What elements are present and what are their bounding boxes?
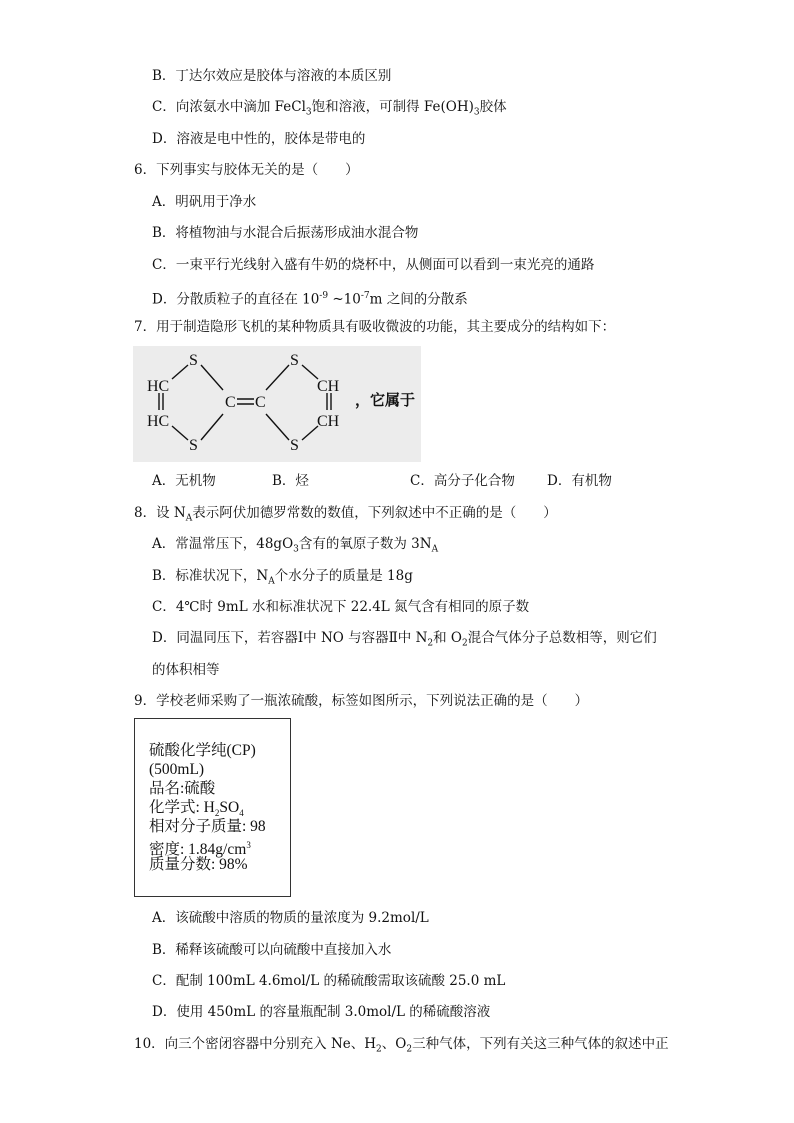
atom-s-bottom-right: S	[290, 437, 299, 454]
bond-s-c-top-left	[201, 365, 223, 390]
q5-option-d: D．溶液是电中性的，胶体是带电的	[152, 131, 366, 147]
q6-option-b: B．将植物油与水混合后振荡形成油水混合物	[152, 225, 419, 241]
label-line-volume: (500mL)	[149, 761, 205, 778]
q8-stem: 8．设 $N_A$表示阿伏加德罗常数的数值，下列叙述中不正确的是（ ）	[134, 505, 557, 524]
label-line-grade: 硫酸化学纯(CP)	[149, 742, 256, 759]
q8-option-b: B．标准状况下，$N_A$个水分子的质量是 18g	[152, 568, 413, 587]
q9-stem: 9．学校老师采购了一瓶浓硫酸，标签如图所示，下列说法正确的是（ ）	[134, 693, 589, 709]
label-line-mass-fraction: 质量分数: 98%	[149, 856, 248, 873]
q8-option-a: A．常温常压下，$48gO_3$含有的氧原子数为 $3N_A$	[152, 536, 439, 555]
bond-hc-s-bottom-left	[172, 426, 188, 440]
atom-c-left: C	[225, 394, 236, 411]
atom-s-top-right: S	[290, 352, 299, 369]
molecule-structure-svg	[133, 346, 421, 462]
atom-c-right: C	[255, 394, 266, 411]
molecule-structure-figure	[133, 346, 421, 462]
q9-option-d: D．使用 450mL 的容量瓶配制 3.0mol/L 的稀硫酸溶液	[152, 1004, 491, 1020]
q7-option-a: A．无机物	[152, 473, 216, 489]
bond-c-s-top-right	[266, 365, 289, 390]
q6-option-c: C．一束平行光线射入盛有牛奶的烧杯中，从侧面可以看到一束光亮的通路	[152, 257, 595, 273]
group-hc-top: HC	[147, 378, 170, 395]
q8-option-c: C．4℃时 9mL 水和标准状况下 22.4L 氮气含有相同的原子数	[152, 599, 530, 615]
molecule-bonds	[159, 365, 331, 440]
bond-hc-s-top-left	[172, 365, 188, 379]
label-line-formula: 化学式: $H_2SO_4$	[149, 799, 244, 819]
atom-s-top-left: S	[189, 352, 198, 369]
label-line-density: 密度: $1.84g/cm^3$	[149, 840, 251, 859]
acid-bottle-label	[134, 718, 291, 897]
q6-stem: 6．下列事实与胶体无关的是（ ）	[134, 162, 359, 178]
q7-option-b: B．烃	[272, 473, 309, 489]
group-hc-bottom: HC	[147, 413, 170, 430]
label-line-molar-mass: 相对分子质量: 98	[149, 818, 266, 835]
q9-option-c: C．配制 100mL 4.6mol/L 的稀硫酸需取该硫酸 25.0 mL	[152, 973, 506, 989]
q5-option-b: B．丁达尔效应是胶体与溶液的本质区别	[152, 68, 392, 84]
q7-option-d: D．有机物	[547, 473, 612, 489]
q7-stem: 7．用于制造隐形飞机的某种物质具有吸收微波的功能，其主要成分的结构如下：	[134, 319, 616, 335]
q6-option-a: A．明矾用于净水	[152, 194, 257, 210]
group-ch-bottom: CH	[317, 413, 340, 430]
q6-option-d: D．分散质粒子的直径在 $10^{-9}$ $\sim 10^{-7}m$ 之间的分散系	[152, 291, 468, 308]
bond-s-ch-bottom-right	[302, 426, 318, 440]
bond-s-c-bottom-left	[201, 414, 223, 440]
q8-option-d: D．同温同压下，若容器Ⅰ中 NO 与容器Ⅱ中 $N_2$和 $O_2$混合气体分子总数相等，则它们	[152, 630, 657, 649]
label-line-name: 品名:硫酸	[149, 780, 216, 797]
figure-tail-text: ，它属于	[355, 391, 416, 409]
bond-c-s-bottom-right	[266, 414, 289, 440]
q5-option-c: C．向浓氨水中滴加 FeCl$_3$饱和溶液，可制得 $Fe(OH)_3$胶体	[152, 99, 507, 118]
q8-option-d-continued: 的体积相等	[152, 662, 220, 678]
atom-s-bottom-left: S	[189, 437, 198, 454]
q9-option-b: B．稀释该硫酸可以向硫酸中直接加入水	[152, 942, 392, 958]
q7-option-c: C．高分子化合物	[410, 473, 515, 489]
q9-option-a: A．该硫酸中溶质的物质的量浓度为 9.2mol/L	[152, 910, 429, 926]
group-ch-top: CH	[317, 378, 340, 395]
q10-stem: 10．向三个密闭容器中分别充入 Ne、$H_2$、$O_2$三种气体，下列有关这三种气体的叙述中正	[134, 1036, 669, 1055]
bond-s-ch-top-right	[302, 365, 318, 379]
